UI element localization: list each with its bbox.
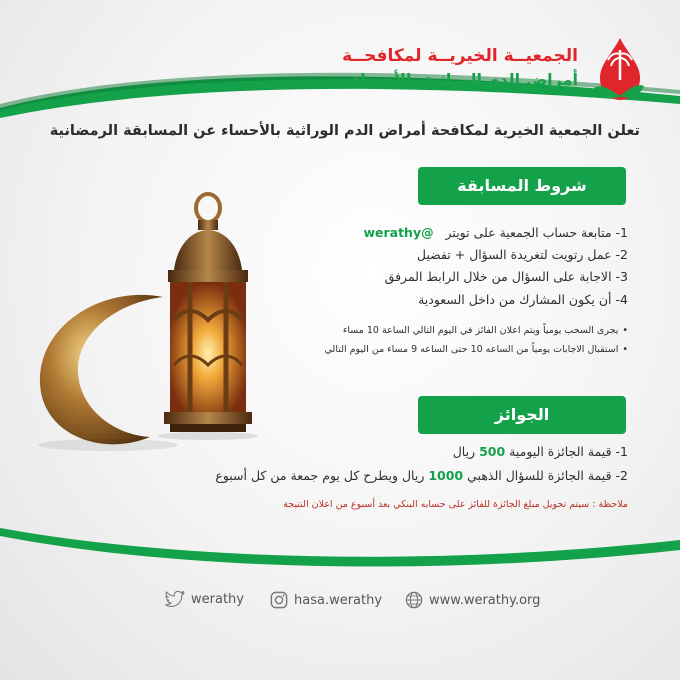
- condition-item-3: [385, 269, 628, 284]
- footer-twitter-label: werathy: [191, 591, 244, 607]
- condition-text: أن يكون المشارك من داخل السعودية: [418, 292, 612, 307]
- prize-number: 2-: [615, 468, 628, 483]
- draw-note: • يجرى السحب يومياً ويتم اعلان الفائز في اليوم التالي الساعة 10 مساء: [343, 325, 628, 336]
- prize-item-2: [215, 468, 628, 483]
- prize-amount: 500: [479, 444, 506, 459]
- prize-amount: 1000: [428, 468, 464, 483]
- footer-twitter[interactable]: [165, 591, 244, 607]
- org-name-line2: أمراض الدم الوراثية بالأحساء: [352, 70, 578, 89]
- condition-number: 1-: [615, 225, 628, 240]
- condition-text: الاجابة على السؤال من خلال الرابط المرفق: [384, 269, 612, 284]
- top-swoosh: [0, 60, 680, 120]
- condition-text: متابعة حساب الجمعية على تويتر: [445, 225, 612, 240]
- prize-currency: ريال ويطرح كل يوم جمعة من كل أسبوع: [215, 468, 425, 483]
- twitter-icon: [165, 591, 185, 607]
- condition-item-4: [418, 292, 628, 307]
- blood-drop-logo-icon: [590, 36, 648, 104]
- prize-number: 1-: [615, 444, 628, 459]
- prize-text: قيمة الجائزة اليومية: [509, 444, 612, 459]
- condition-number: 4-: [615, 292, 628, 307]
- footer-instagram-label: hasa.werathy: [294, 592, 383, 608]
- condition-item-2: [417, 247, 628, 262]
- prizes-heading: الجوائز: [418, 396, 626, 434]
- bottom-swoosh: [0, 520, 680, 580]
- condition-text: عمل رتويت لتغريدة السؤال + تفضيل: [416, 247, 612, 262]
- answers-note: • استقبال الاجابات يومياً من الساعه 10 حتى الساعه 9 مساء من اليوم التالي: [325, 344, 629, 355]
- footer-website-label: www.werathy.org: [429, 592, 541, 608]
- footer-website[interactable]: [405, 591, 540, 609]
- conditions-heading: شروط المسابقة: [418, 167, 626, 205]
- prize-currency: ريال: [452, 444, 476, 459]
- globe-icon: [405, 591, 423, 609]
- condition-item-1: [363, 225, 628, 240]
- condition-number: 3-: [615, 269, 628, 284]
- footnote: ملاحظة : سيتم تحويل مبلغ الجائزة للفائز على حسابه البنكي بعد أسبوع من اعلان النتيجة: [283, 499, 628, 510]
- prize-item-1: [453, 444, 628, 459]
- headline: تعلن الجمعية الخيرية لمكافحة أمراض الدم الوراثية بالأحساء عن المسابقة الرمضانية: [49, 123, 640, 139]
- org-name-line1: الجمعيــة الخيريــة لمكافحــة: [342, 46, 578, 66]
- prize-text: قيمة الجائزة للسؤال الذهبي: [467, 468, 612, 483]
- footer-instagram[interactable]: [270, 591, 382, 609]
- lantern-illustration: [140, 190, 275, 440]
- twitter-handle-link[interactable]: @werathy: [363, 225, 434, 240]
- condition-number: 2-: [615, 247, 628, 262]
- instagram-icon: [270, 591, 288, 609]
